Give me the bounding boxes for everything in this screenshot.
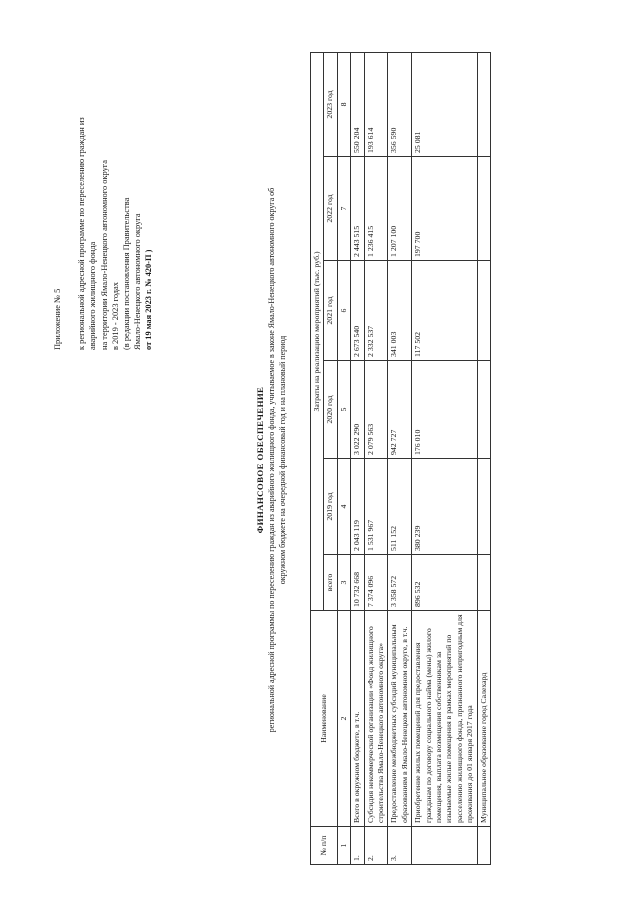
- row-name: Муниципальное образование город Салехард: [477, 611, 490, 827]
- table-row: [388, 52, 412, 864]
- table-row: [364, 52, 388, 864]
- document-title: ФИНАНСОВОЕ ОБЕСПЕЧЕНИЕ: [255, 386, 265, 534]
- row-total: 7 374 096: [364, 555, 388, 611]
- row-2020: 2 079 563: [364, 361, 388, 459]
- appendix-line: к региональной адресной программе по переселению граждан из: [77, 117, 87, 350]
- header-year: 2019 год: [324, 459, 337, 555]
- table-row: [412, 52, 477, 864]
- column-number: 4: [337, 459, 350, 555]
- table-row: [477, 52, 490, 864]
- header-year: 2023 год: [324, 52, 337, 156]
- row-2020: 176 010: [412, 361, 477, 459]
- header-num: № п/п: [311, 827, 338, 865]
- row-num: [412, 827, 477, 865]
- row-name: Субсидия некоммерческой организации «Фонд жилищного строительства Ямало-Ненецкого автономного округа»: [364, 611, 388, 827]
- row-num: 1.: [351, 827, 364, 865]
- row-2022: 1 236 415: [364, 157, 388, 261]
- row-2020: 942 727: [388, 361, 412, 459]
- row-2022: 2 443 515: [351, 157, 364, 261]
- header-name: Наименование: [311, 611, 338, 827]
- column-number: 6: [337, 261, 350, 361]
- document-subtitle-line: окружном бюджете на очередной финансовый год и на плановый период: [278, 335, 287, 585]
- row-name: Приобретение жилых помещений для предоставления гражданам по договору социального найма (мены) жилого помещения, выплата возмещения собственникам за изымаемые жилые помещения в рамках мероприятий по расселению жилищного фонда, признанного непригодным для проживания до 01 января 2017 года: [412, 611, 477, 827]
- header-year: 2020 год: [324, 361, 337, 459]
- row-total: 3 358 572: [388, 555, 412, 611]
- row-2023: 193 614: [364, 52, 388, 156]
- row-2020: 3 022 290: [351, 361, 364, 459]
- column-number: 5: [337, 361, 350, 459]
- row-2019: 2 043 119: [351, 459, 364, 555]
- financing-table: [310, 52, 491, 865]
- table-row: [351, 52, 364, 864]
- row-2021: 2 673 540: [351, 261, 364, 361]
- column-number: 2: [337, 611, 350, 827]
- row-2022: [477, 157, 490, 261]
- row-total: 896 532: [412, 555, 477, 611]
- row-2023: 25 081: [412, 52, 477, 156]
- row-2021: 341 003: [388, 261, 412, 361]
- row-2019: [477, 459, 490, 555]
- row-num: 3.: [388, 827, 412, 865]
- row-name: Всего в окружном бюджете, в т.ч.: [351, 611, 364, 827]
- column-numbers-row: [337, 52, 350, 864]
- appendix-line: на территории Ямало-Ненецкого автономного округа: [99, 160, 109, 350]
- header-year: 2022 год: [324, 157, 337, 261]
- column-number: 1: [337, 827, 350, 865]
- column-number: 8: [337, 52, 350, 156]
- row-2019: 511 152: [388, 459, 412, 555]
- appendix-line: (в редакции постановления Правительства: [122, 197, 132, 350]
- row-total: [477, 555, 490, 611]
- document-heading: [254, 155, 288, 765]
- row-2023: 356 590: [388, 52, 412, 156]
- row-2021: 2 332 537: [364, 261, 388, 361]
- appendix-line: в 2019 - 2023 годах: [110, 282, 120, 350]
- appendix-line: Ямало-Ненецкого автономного округа: [133, 213, 143, 350]
- row-2019: 380 239: [412, 459, 477, 555]
- column-number: 3: [337, 555, 350, 611]
- row-2019: 1 531 967: [364, 459, 388, 555]
- row-num: [477, 827, 490, 865]
- header-year: 2021 год: [324, 261, 337, 361]
- appendix-decree-line: от 19 мая 2023 г. № 420-П ): [144, 249, 154, 350]
- document-subtitle-line: региональной адресной программы по переселению граждан из аварийного жилищного фонда, учитываемое в законе Ямало-Ненецкого автономного округа об: [267, 187, 276, 733]
- row-name: Предоставление межбюджетных субсидий муниципальным образованиям в Ямало-Ненецком автономном округе, в т.ч.: [388, 611, 412, 827]
- row-2023: 550 204: [351, 52, 364, 156]
- row-2022: 1 207 100: [388, 157, 412, 261]
- appendix-block: [52, 40, 155, 350]
- column-number: 7: [337, 157, 350, 261]
- row-2022: 197 700: [412, 157, 477, 261]
- appendix-line: аварийного жилищного фонда: [88, 241, 98, 350]
- header-total: всего: [324, 555, 337, 611]
- row-2021: 117 502: [412, 261, 477, 361]
- row-2020: [477, 361, 490, 459]
- row-2021: [477, 261, 490, 361]
- appendix-title: Приложение № 5: [53, 288, 62, 350]
- row-num: 2.: [364, 827, 388, 865]
- header-costs: Затраты на реализацию мероприятий (тыс. руб.): [311, 52, 324, 610]
- row-total: 10 732 668: [351, 555, 364, 611]
- row-2023: [477, 52, 490, 156]
